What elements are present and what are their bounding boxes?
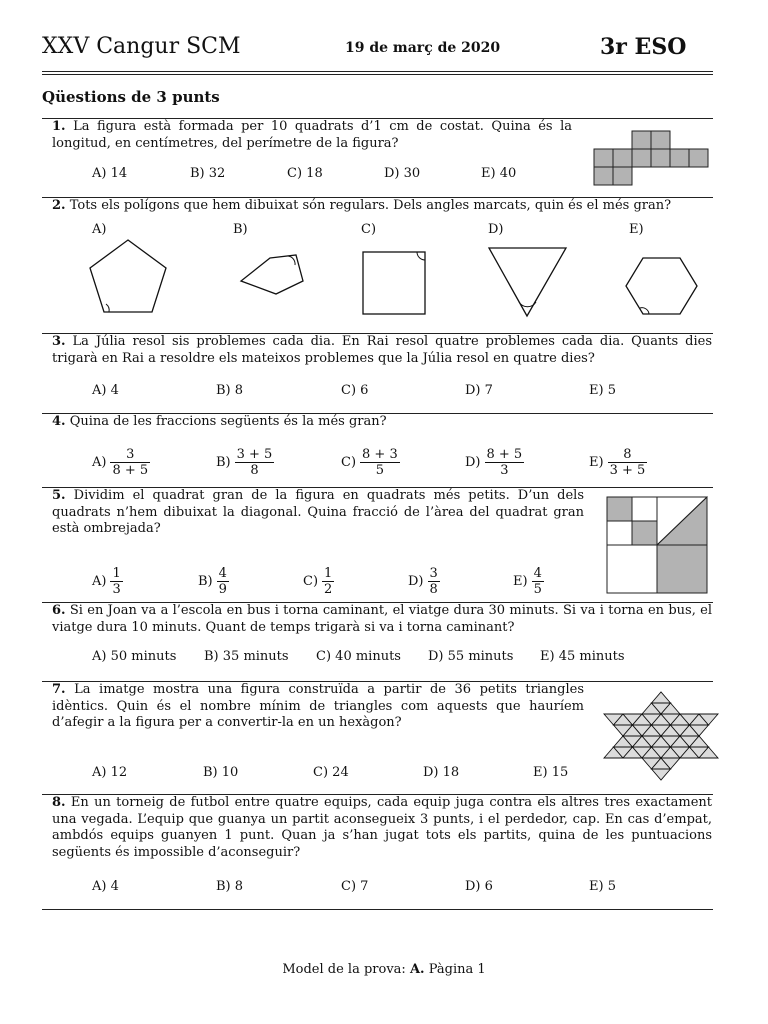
question-body: Dividim el quadrat gran de la figura en quadrats més petits. D’un dels quadrats n’hem dibuixat la diagonal. Quina fracció de l’àrea del quadrat gran està ombrejada? [52,488,584,536]
question-number: 6. [52,603,66,618]
question-1-option-e[interactable]: E) 40 [481,166,517,181]
question-5-option-c[interactable]: C) $\frac{1}{2}$ [303,566,333,597]
question-5-option-d[interactable]: D) $\frac{3}{8}$ [408,566,438,597]
question-8-option-d[interactable]: D) 6 [465,879,493,894]
question-1-figure [594,131,708,185]
question-4-option-e[interactable]: E) $\frac{8}{3 + 5}$ [589,447,646,478]
question-6-option-d[interactable]: D) 55 minuts [428,649,514,664]
footer-page: Pàgina 1 [428,962,486,977]
question-7-option-a[interactable]: A) 12 [92,765,128,780]
question-1-option-b[interactable]: B) 32 [190,166,226,181]
question-number: 5. [52,488,66,503]
section-title: Qüestions de 3 punts [42,88,220,106]
question-body: Tots els polígons que hem dibuixat són regulars. Dels angles marcats, quin és el més gran? [69,198,672,213]
question-4-option-d[interactable]: D) $\frac{8 + 5}{3}$ [465,447,523,478]
question-2-option-d[interactable]: D) [488,222,504,237]
question-7-option-d[interactable]: D) 18 [423,765,460,780]
header-rule-bottom [42,74,713,75]
question-4-text [52,414,712,431]
question-3-text [52,334,712,367]
question-number: 3. [52,334,66,349]
question-8-option-b[interactable]: B) 8 [216,879,244,894]
question-7-option-c[interactable]: C) 24 [313,765,349,780]
question-2-option-a[interactable]: A) [92,222,107,237]
question-8-option-c[interactable]: C) 7 [341,879,369,894]
footer-model: A. [409,962,425,977]
question-8-option-e[interactable]: E) 5 [589,879,616,894]
question-number: 7. [52,682,66,697]
question-number: 2. [52,198,66,213]
question-4-option-a[interactable]: A) $\frac{3}{8 + 5}$ [92,447,149,478]
question-5-text [52,488,584,538]
question-5-figure [607,497,707,593]
question-body: La Júlia resol sis problemes cada dia. En Rai resol quatre problemes cada dia. Quants dies trigarà en Rai a resoldre els mateixos problemes que la Júlia resol en quatre dies? [52,334,713,366]
header-rule-top [42,71,713,72]
exam-date: 19 de març de 2020 [345,40,501,56]
question-number: 1. [52,119,66,134]
question-body: La imatge mostra una figura construïda a partir de 36 petits triangles idèntics. Quin és el nombre mínim de triangles com aquests que hauríem d’afegir a la figura per a convertir-la en un hexàgon? [52,682,584,730]
question-body: Quina de les fraccions següents és la més gran? [69,414,387,429]
question-6-option-b[interactable]: B) 35 minuts [204,649,289,664]
question-5-option-a[interactable]: A) $\frac{1}{3}$ [92,566,121,597]
question-3-option-c[interactable]: C) 6 [341,383,369,398]
question-1-option-d[interactable]: D) 30 [384,166,421,181]
question-7-figure [604,692,718,780]
question-number: 8. [52,795,66,810]
question-3-option-e[interactable]: E) 5 [589,383,616,398]
star-small-triangle [652,692,671,703]
question-5-option-b[interactable]: B) $\frac{4}{9}$ [198,566,227,597]
question-6-option-a[interactable]: A) 50 minuts [92,649,177,664]
question-number: 4. [52,414,66,429]
star-small-triangle [652,769,671,780]
question-6-text [52,603,712,636]
question-1-option-a[interactable]: A) 14 [92,166,128,181]
question-6-option-c[interactable]: C) 40 minuts [316,649,401,664]
exam-title: XXV Cangur SCM [42,34,241,59]
exam-level: 3r ESO [600,34,687,60]
page-footer [0,962,768,977]
question-7-option-b[interactable]: B) 10 [203,765,239,780]
question-2-polygons [80,238,720,318]
question-8-text [52,795,712,861]
question-7-text [52,682,584,732]
question-2-text [52,198,712,215]
question-body: La figura està formada per 10 quadrats d’1 cm de costat. Quina és la longitud, en centímetres, del perímetre de la figura? [52,119,572,151]
footer-prefix: Model de la prova: [282,962,406,977]
question-body: En un torneig de futbol entre quatre equips, cada equip juga contra els altres tres exactament una vegada. L’equip que guanya un partit aconsegueix 3 punts, i el perdedor, cap. En cas d’empat, ambdós equips guanyen 1 punt. Quan ja s’han jugat tots els partits, quina de les puntuacions següents és impossible d’aconseguir? [52,795,712,860]
question-7-option-e[interactable]: E) 15 [533,765,569,780]
question-3-option-d[interactable]: D) 7 [465,383,493,398]
question-8-option-a[interactable]: A) 4 [92,879,119,894]
question-1-text [52,119,572,152]
question-divider [42,909,713,910]
question-1-option-c[interactable]: C) 18 [287,166,323,181]
question-2-option-c[interactable]: C) [361,222,377,237]
question-4-option-c[interactable]: C) $\frac{8 + 3}{5}$ [341,447,398,478]
question-5-option-e[interactable]: E) $\frac{4}{5}$ [513,566,542,597]
question-2-option-e[interactable]: E) [629,222,644,237]
question-2-option-b[interactable]: B) [233,222,248,237]
question-body: Si en Joan va a l’escola en bus i torna caminant, el viatge dura 30 minuts. Si va i torna en bus, el viatge dura 10 minuts. Quant de temps trigarà si va i torna caminant? [52,603,713,635]
question-3-option-a[interactable]: A) 4 [92,383,119,398]
question-3-option-b[interactable]: B) 8 [216,383,244,398]
question-6-option-e[interactable]: E) 45 minuts [540,649,625,664]
question-4-option-b[interactable]: B) $\frac{3 + 5}{8}$ [216,447,273,478]
